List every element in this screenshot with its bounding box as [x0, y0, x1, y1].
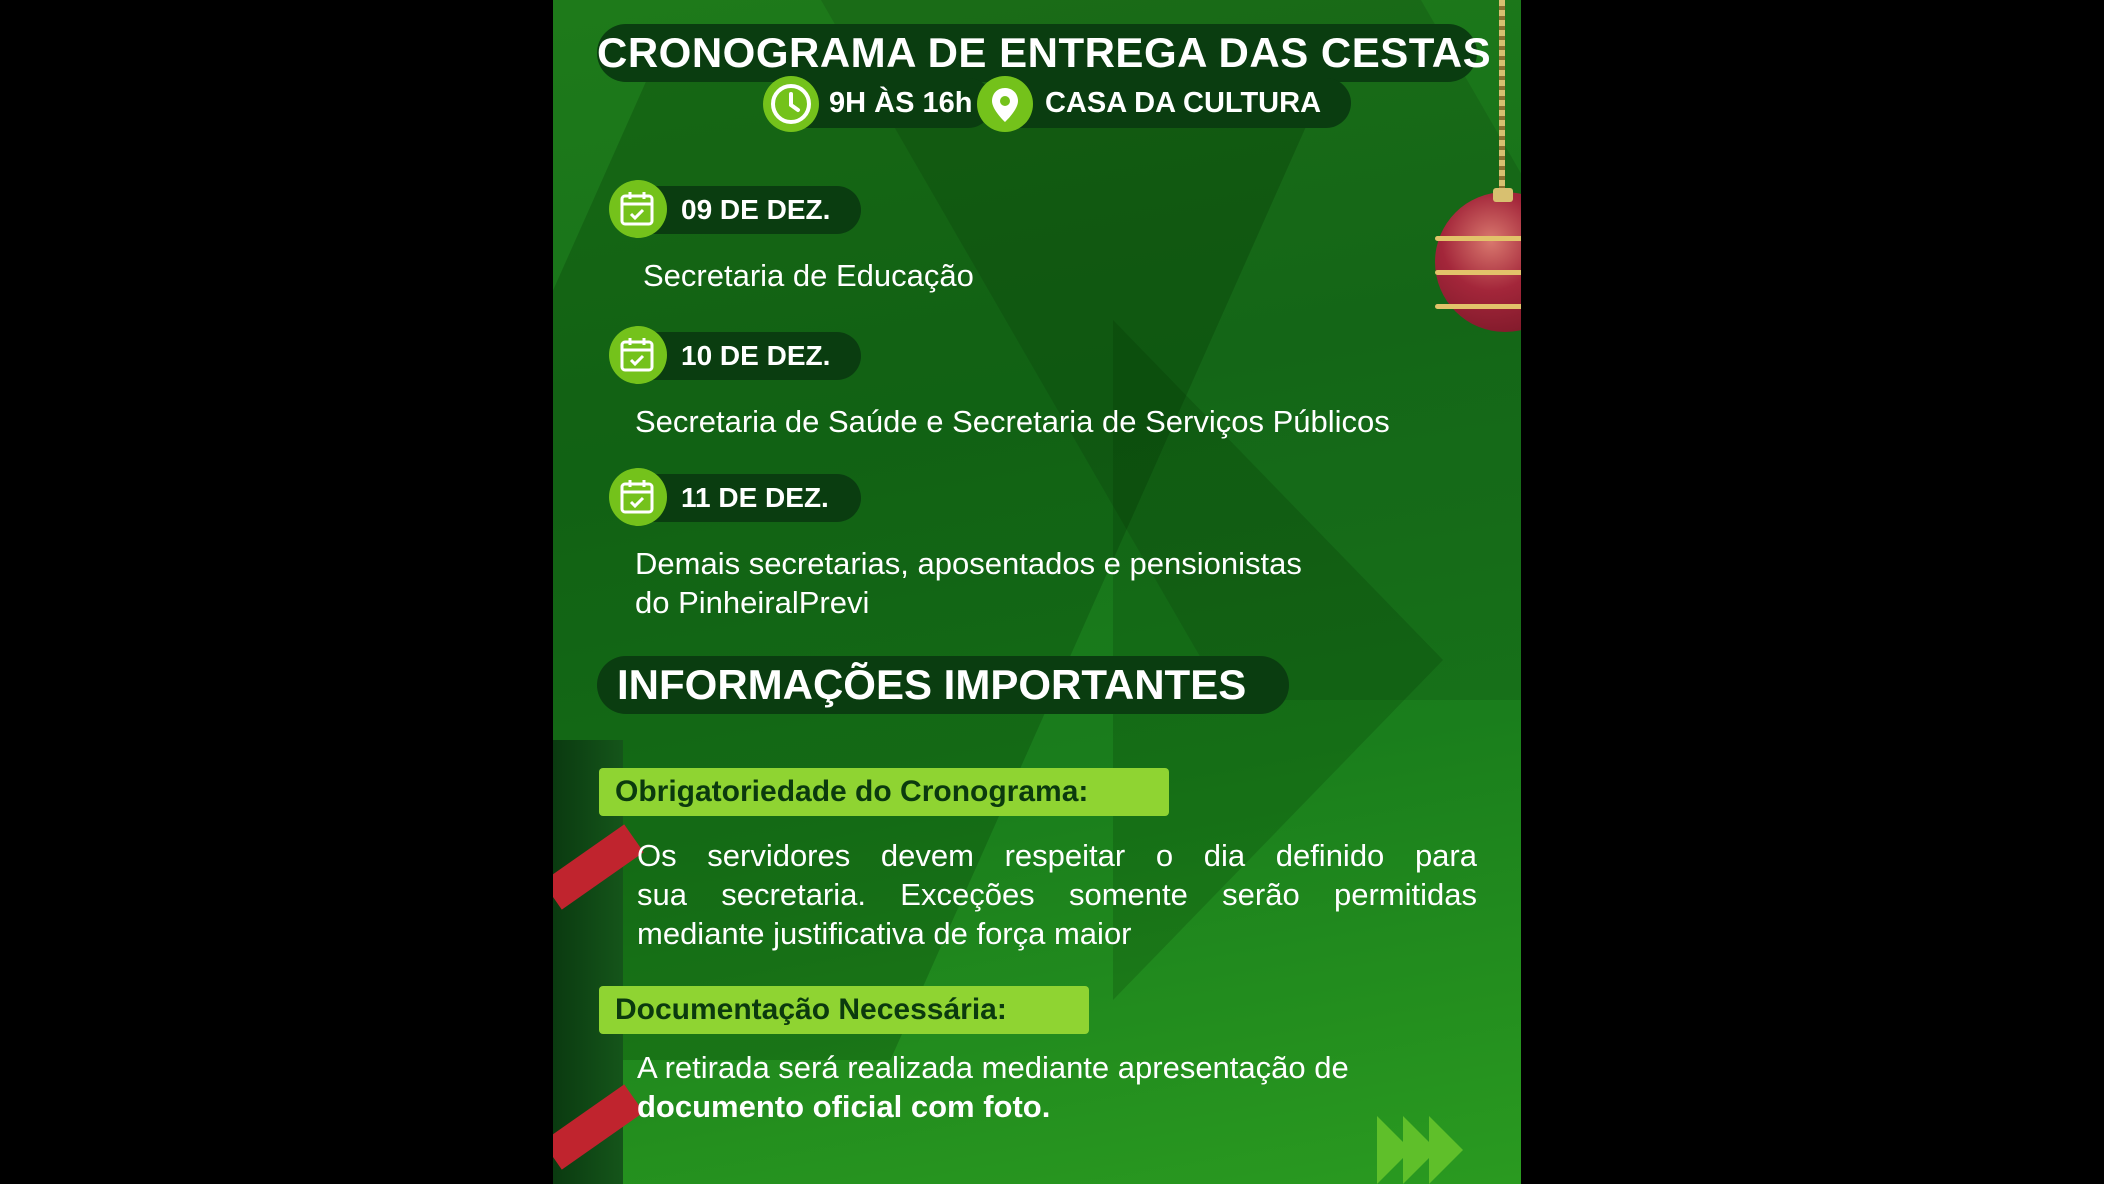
date-pill: 09 DE DEZ. — [619, 186, 861, 234]
obrigatoriedade-text: sua secretaria. Exceções somente serão permitidas — [637, 877, 1477, 912]
obrigatoriedade-text: Os servidores devem respeitar o dia definido para — [637, 838, 1477, 873]
ornament-stripe — [1435, 236, 1521, 241]
calendar-check-icon — [609, 326, 667, 384]
ornament-string — [1499, 0, 1505, 196]
calendar-check-icon — [609, 468, 667, 526]
obrigatoriedade-text: mediante justificativa de força maior — [637, 916, 1132, 951]
location-pin-icon — [977, 76, 1033, 132]
date-pill: 11 DE DEZ. — [619, 474, 861, 522]
schedule-text: Secretaria de Educação — [643, 258, 974, 293]
schedule-text: do PinheiralPrevi — [635, 585, 870, 620]
chevron-arrows-icon — [1385, 1116, 1463, 1184]
title: CRONOGRAMA DE ENTREGA DAS CESTAS — [597, 24, 1477, 82]
date-pill: 10 DE DEZ. — [619, 332, 861, 380]
ornament-stripe — [1435, 270, 1521, 275]
poster — [553, 0, 1521, 1184]
obrigatoriedade-label: Obrigatoriedade do Cronograma: — [599, 768, 1169, 816]
info-heading: INFORMAÇÕES IMPORTANTES — [597, 656, 1289, 714]
hours-text: 9H ÀS 16h — [829, 87, 973, 119]
schedule-text: Demais secretarias, aposentados e pensionistas — [635, 546, 1302, 581]
ornament-stripe — [1435, 304, 1521, 309]
location-text: CASA DA CULTURA — [1045, 87, 1322, 119]
documentacao-label: Documentação Necessária: — [599, 986, 1089, 1034]
calendar-check-icon — [609, 180, 667, 238]
documentacao-text: A retirada será realizada mediante apresentação de — [637, 1050, 1349, 1085]
ornament-cap — [1493, 188, 1513, 202]
documentacao-text-bold: documento oficial com foto. — [637, 1089, 1051, 1124]
schedule-text: Secretaria de Saúde e Secretaria de Serviços Públicos — [635, 404, 1390, 439]
clock-icon — [763, 76, 819, 132]
